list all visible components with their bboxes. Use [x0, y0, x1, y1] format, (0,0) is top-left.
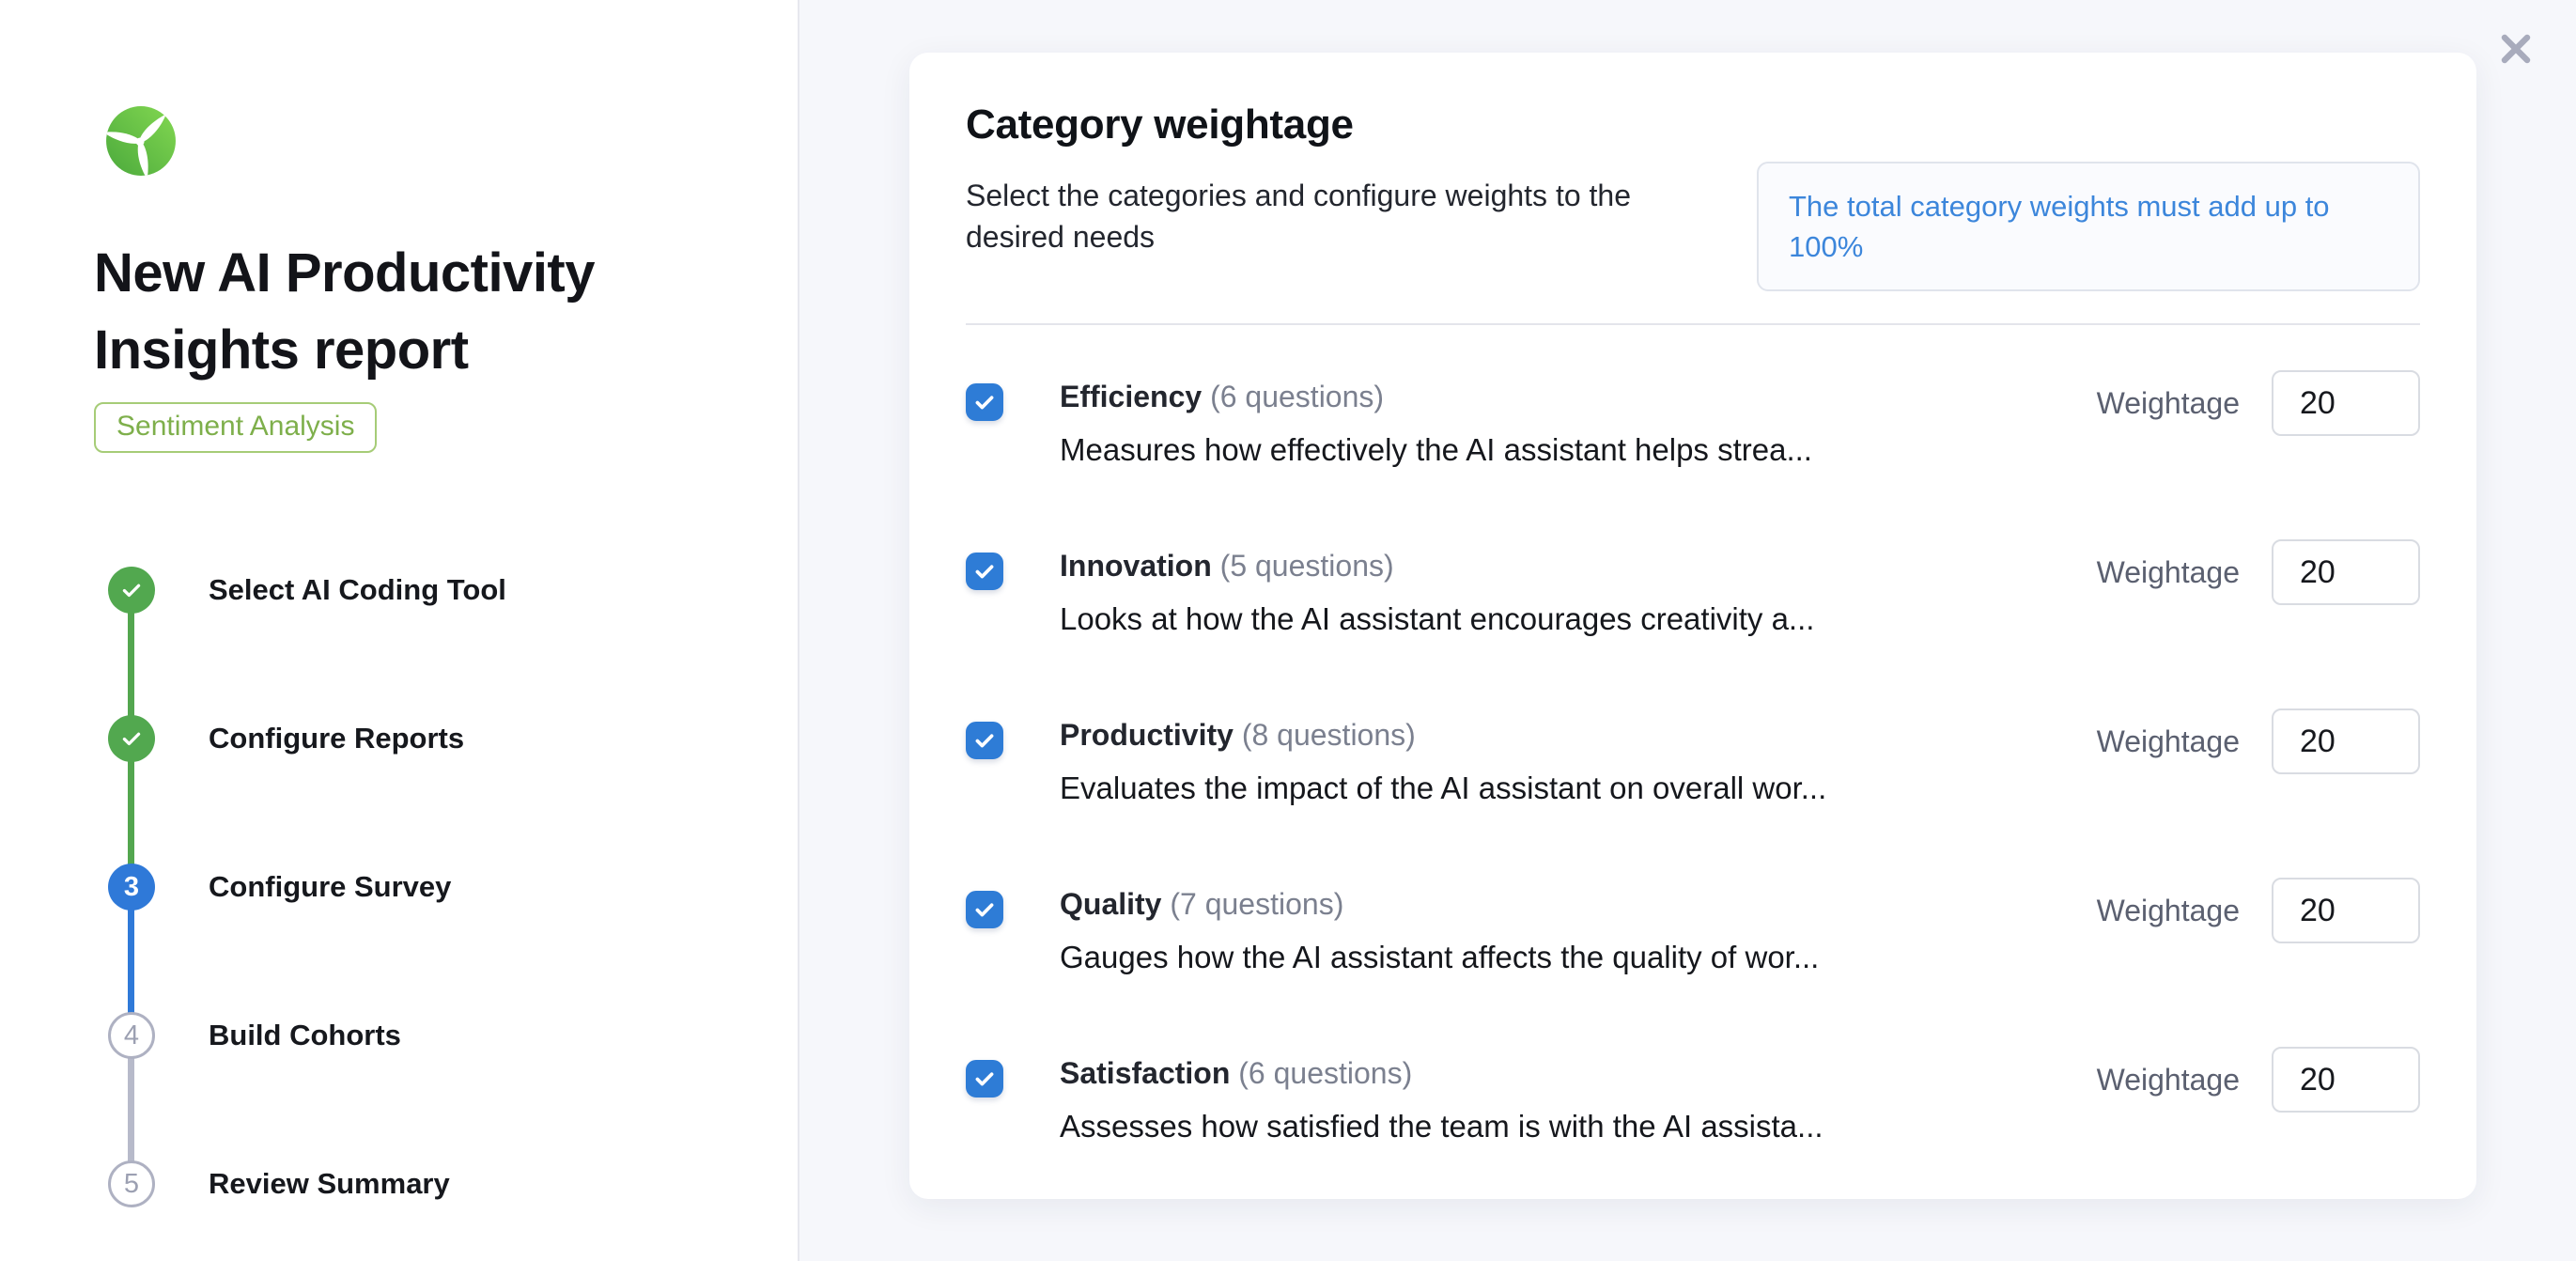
category-title — [1060, 545, 1814, 586]
stepper-step[interactable] — [108, 1160, 709, 1261]
category-name: Quality — [1060, 887, 1162, 921]
page-title: New AI Productivity Insights report — [94, 242, 596, 381]
header-divider — [966, 323, 2420, 325]
step-label: Build Cohorts — [209, 1019, 401, 1051]
category-question-count: (5 questions) — [1219, 549, 1394, 583]
category-name: Innovation — [1060, 549, 1212, 583]
step-number: 5 — [123, 1168, 140, 1199]
step-label: Review Summary — [209, 1167, 450, 1200]
weightage-label: Weightage — [2096, 893, 2240, 927]
step-number: 3 — [123, 871, 140, 902]
category-text — [1060, 376, 1812, 472]
stepper-step[interactable] — [108, 715, 709, 864]
windmill-icon — [100, 100, 182, 182]
category-checkbox[interactable] — [966, 1060, 1003, 1098]
dialog-subtitle: Select the categories and configure weights to the desired needs — [966, 179, 1631, 254]
category-title — [1060, 714, 1826, 755]
step-connector — [128, 905, 134, 1020]
category-description: Evaluates the impact of the AI assistant on overall wor... — [1060, 771, 1827, 805]
category-weightage-dialog — [909, 53, 2476, 1199]
step-label: Select AI Coding Tool — [209, 573, 506, 606]
check-icon — [972, 728, 997, 753]
step-indicator — [108, 715, 155, 762]
category-text — [1060, 714, 1826, 810]
category-row — [966, 714, 2420, 810]
category-row — [966, 376, 2420, 472]
category-row — [966, 1052, 2420, 1148]
check-icon — [972, 897, 997, 922]
category-title — [1060, 1052, 1823, 1094]
weightage-input[interactable] — [2272, 370, 2420, 436]
category-title — [1060, 376, 1812, 417]
category-list — [909, 376, 2476, 1148]
category-name: Satisfaction — [1060, 1056, 1231, 1090]
category-checkbox[interactable] — [966, 722, 1003, 759]
weightage-input[interactable] — [2272, 878, 2420, 943]
weightage-group — [2097, 708, 2420, 774]
category-checkbox[interactable] — [966, 383, 1003, 421]
weightage-input[interactable] — [2272, 1047, 2420, 1113]
category-row — [966, 545, 2420, 641]
check-icon — [119, 726, 144, 751]
weightage-label: Weightage — [2096, 385, 2240, 420]
weightage-label: Weightage — [2096, 1062, 2240, 1097]
check-icon — [972, 559, 997, 584]
category-text — [1060, 883, 1819, 979]
weightage-group — [2097, 539, 2420, 605]
wizard-stepper — [108, 567, 709, 1261]
check-icon — [119, 578, 144, 602]
step-indicator — [108, 864, 155, 911]
category-description: Measures how effectively the AI assistant helps strea... — [1060, 432, 1812, 467]
step-label: Configure Reports — [209, 722, 465, 755]
category-text — [1060, 1052, 1823, 1148]
step-label: Configure Survey — [209, 870, 452, 903]
check-icon — [972, 390, 997, 414]
step-connector — [128, 756, 134, 871]
weightage-group — [2097, 1047, 2420, 1113]
weightage-input[interactable] — [2272, 539, 2420, 605]
category-description: Gauges how the AI assistant affects the quality of wor... — [1060, 940, 1820, 974]
dialog-header-text — [966, 101, 1708, 257]
step-number: 4 — [123, 1020, 140, 1051]
category-checkbox[interactable] — [966, 553, 1003, 590]
dialog-header — [909, 53, 2476, 291]
step-indicator — [108, 1012, 155, 1059]
dialog-title: Category weightage — [966, 101, 1354, 148]
stepper-step[interactable] — [108, 864, 709, 1012]
category-name: Productivity — [1060, 718, 1234, 752]
category-question-count: (6 questions) — [1238, 1056, 1413, 1090]
check-icon — [972, 1066, 997, 1091]
category-text — [1060, 545, 1814, 641]
category-description: Assesses how satisfied the team is with the AI assista... — [1060, 1109, 1823, 1144]
category-question-count: (6 questions) — [1210, 380, 1385, 413]
category-description: Looks at how the AI assistant encourages creativity a... — [1060, 601, 1815, 636]
step-indicator — [108, 1160, 155, 1207]
weightage-input[interactable] — [2272, 708, 2420, 774]
category-row — [966, 883, 2420, 979]
weightage-group — [2097, 370, 2420, 436]
step-connector — [128, 1053, 134, 1168]
weightage-label: Weightage — [2096, 554, 2240, 589]
weightage-label: Weightage — [2096, 724, 2240, 758]
total-weight-notice: The total category weights must add up to 100% — [1757, 162, 2420, 291]
category-name: Efficiency — [1060, 380, 1203, 413]
close-icon[interactable] — [2497, 30, 2535, 68]
category-question-count: (8 questions) — [1241, 718, 1416, 752]
weightage-group — [2097, 878, 2420, 943]
category-title — [1060, 883, 1819, 925]
stepper-step[interactable] — [108, 567, 709, 715]
report-type-badge: Sentiment Analysis — [94, 402, 377, 453]
stepper-step[interactable] — [108, 1012, 709, 1160]
step-connector — [128, 608, 134, 723]
category-checkbox[interactable] — [966, 891, 1003, 928]
wizard-sidebar — [0, 0, 799, 1261]
category-question-count: (7 questions) — [1170, 887, 1344, 921]
step-indicator — [108, 567, 155, 614]
